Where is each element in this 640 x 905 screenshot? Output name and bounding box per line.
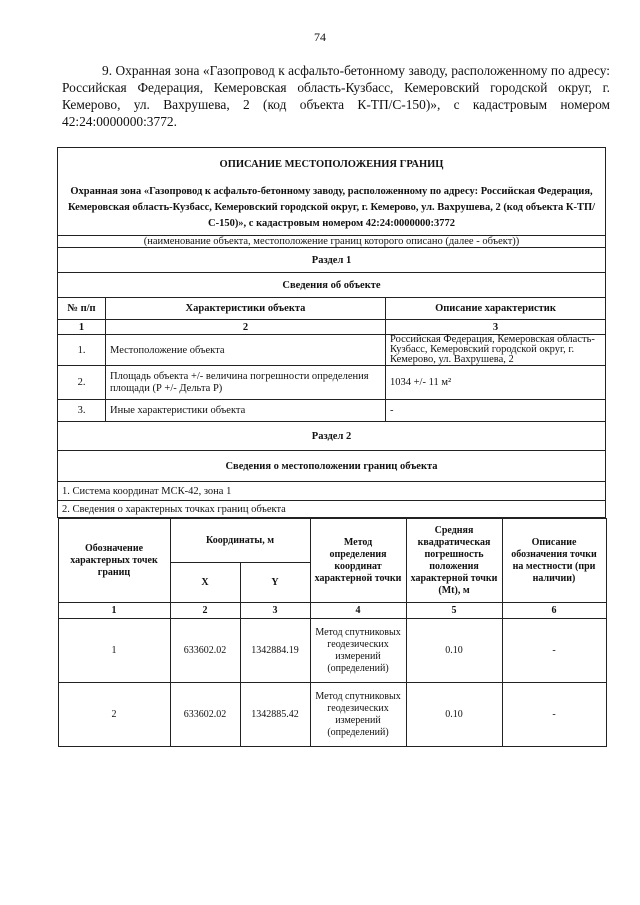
point-y: 1342884.19 [240,619,310,683]
section1-subtitle: Сведения об объекте [58,273,606,298]
row-num: 3. [58,400,106,422]
row-num: 1. [58,335,106,366]
col-number: 5 [406,603,502,619]
col-number: 4 [310,603,406,619]
object-name-caption: (наименование объекта, местоположение границ которого описано (далее - объект)) [58,236,606,248]
table-row [58,683,606,747]
point-accuracy: 0.10 [406,683,502,747]
col-number: 1 [58,603,170,619]
col-number: 3 [386,320,606,335]
row-name: Местоположение объекта [106,335,386,366]
points-table [58,518,607,747]
point-x: 633602.02 [170,683,240,747]
row-name: Иные характеристики объекта [106,400,386,422]
row-value: 1034 +/- 11 м² [386,366,606,400]
row-value: Российская Федерация, Кемеровская область-Кузбасс, Кемеровский городской округ, г. Кемерово, ул. Вахрушева, 2 [386,335,606,366]
point-accuracy: 0.10 [406,619,502,683]
table-row [58,400,606,422]
coordinate-system: 1. Система координат МСК-42, зона 1 [58,482,606,501]
point-x: 633602.02 [170,619,240,683]
header-method: Метод определения координат характерной точки [310,519,406,603]
section2-subtitle: Сведения о местоположении границ объекта [58,451,606,482]
point-id: 2 [58,683,170,747]
point-description: - [502,683,606,747]
col-number: 2 [170,603,240,619]
header-y: Y [240,563,310,603]
point-description: - [502,619,606,683]
point-id: 1 [58,619,170,683]
header-description: Описание характеристик [386,298,606,320]
table-row [58,619,606,683]
row-value: - [386,400,606,422]
header-designation: Обозначение характерных точек границ [58,519,170,603]
header-x: X [170,563,240,603]
header-point-description: Описание обозначения точки на местности (при наличии) [502,519,606,603]
section2-title: Раздел 2 [58,422,606,451]
page-number: 74 [314,30,326,44]
object-name: Охранная зона «Газопровод к асфальто-бетонному заводу, расположенному по адресу: Российская Федерация, Кемеровская область-Кузбасс, Кемеровский городской округ, г. Кемерово, ул. Вахрушева, 2 (код объекта К-ТП/С-150)», с кадастровым номером 42:24:0000000:3772 [58,180,606,236]
point-method: Метод спутниковых геодезических измерений (определений) [310,619,406,683]
table-row [58,366,606,400]
header-characteristics: Характеристики объекта [106,298,386,320]
col-number: 1 [58,320,106,335]
intro-paragraph: 9. Охранная зона «Газопровод к асфальто-бетонному заводу, расположенному по адресу: Российская Федерация, Кемеровская область-Кузбасс, Кемеровский городской округ, г. Кемерово, ул. Вахрушева, 2 (код объекта К-ТП/С-150)», с кадастровым номером 42:24:0000000:3772. [62,63,610,129]
col-number: 2 [106,320,386,335]
points-caption: 2. Сведения о характерных точках границ объекта [58,501,606,518]
col-number: 3 [240,603,310,619]
col-number: 6 [502,603,606,619]
row-num: 2. [58,366,106,400]
row-name: Площадь объекта +/- величина погрешности определения площади (Р +/- Дельта Р) [106,366,386,400]
header-accuracy: Средняя квадратическая погрешность положения характерной точки (Мt), м [406,519,502,603]
table-row [58,335,606,366]
header-coordinates: Координаты, м [170,519,310,563]
point-y: 1342885.42 [240,683,310,747]
boundary-description-table [57,147,606,747]
document-title: ОПИСАНИЕ МЕСТОПОЛОЖЕНИЯ ГРАНИЦ [58,148,606,181]
header-num: № п/п [58,298,106,320]
point-method: Метод спутниковых геодезических измерений (определений) [310,683,406,747]
section1-title: Раздел 1 [58,248,606,273]
